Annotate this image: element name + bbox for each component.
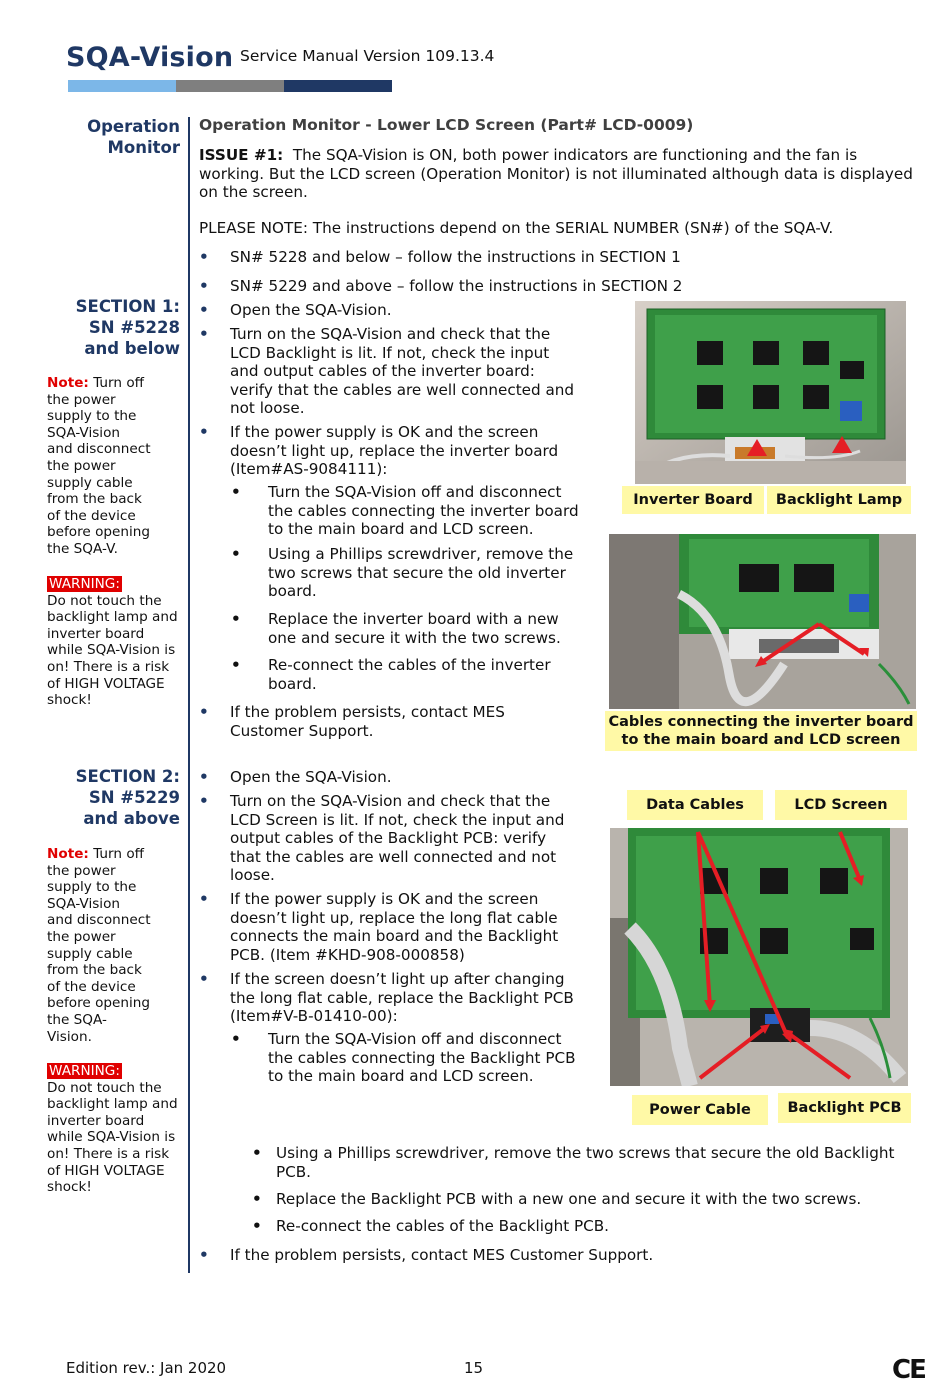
issue-label: ISSUE #1: (199, 146, 284, 164)
warning-line: inverter board (47, 625, 145, 642)
issue-line: working. But the LCD screen (Operation Monitor) is not illuminated although data is displayed (199, 164, 913, 183)
text-line: board. (268, 674, 317, 693)
issue-line: on the screen. (199, 183, 308, 202)
text-line: the long flat cable, replace the Backlight PCB (230, 988, 574, 1007)
warning-line: while SQA-Vision is (47, 1129, 176, 1146)
text-line: LCD Backlight is lit. If not, check the input (230, 343, 550, 362)
heading-line: SECTION 2: (75, 767, 180, 786)
bullet-icon: • (199, 890, 209, 908)
bullet-icon: • (199, 325, 209, 343)
bullet-icon: • (199, 970, 209, 988)
bullet-icon: • (231, 483, 241, 501)
text-line: two screws that secure the old inverter (268, 563, 566, 582)
note-label: Note: (47, 375, 89, 391)
note-line: of the device (47, 507, 136, 524)
bullet-icon: • (199, 423, 209, 441)
caption-data-cables: Data Cables (627, 790, 763, 820)
note-line: supply cable (47, 945, 133, 962)
bullet-icon: • (199, 248, 209, 266)
inverter-cables-photo (609, 534, 916, 709)
text-line: Turn on the SQA-Vision and check that the (230, 792, 551, 810)
caption-cables (605, 711, 917, 751)
sidebar-section2-heading (76, 766, 180, 829)
text-line: and output cables of the inverter board: (230, 362, 535, 381)
note-line: of the device (47, 978, 136, 995)
heading-line: SN #5228 (88, 318, 180, 337)
warning-line: on! There is a risk (47, 658, 170, 675)
heading-line: SN #5229 (88, 788, 180, 807)
sidebar-topic (87, 116, 180, 158)
bullet-text (268, 610, 561, 647)
text-line: (Item#V-B-01410-00): (230, 1007, 398, 1026)
bullet-text: SN# 5228 and below – follow the instructions in SECTION 1 (230, 248, 681, 266)
text-line: PCB. (Item #KHD-908-000858) (230, 945, 465, 964)
issue-paragraph (199, 146, 939, 202)
caption-backlight-lamp: Backlight Lamp (767, 486, 911, 514)
edition-revision: Edition rev.: Jan 2020 (66, 1359, 227, 1377)
note-line: from the back (47, 491, 142, 508)
bullet-text: If the problem persists, contact MES Customer Support. (230, 1246, 654, 1264)
caption-power-cable: Power Cable (632, 1095, 768, 1125)
text-line: Replace the inverter board with a new (268, 610, 559, 628)
bullet-text (276, 1144, 894, 1181)
warning-line: of HIGH VOLTAGE (47, 675, 165, 692)
caption-line: Cables connecting the inverter board (608, 714, 914, 730)
inverter-board-photo (635, 301, 906, 484)
bullet-text (268, 483, 579, 539)
issue-line: The SQA-Vision is ON, both power indicators are functioning and the fan is (283, 146, 858, 164)
text-line: If the screen doesn’t light up after changing (230, 970, 565, 988)
bullet-icon: • (199, 768, 209, 786)
text-line: not loose. (230, 399, 305, 418)
page-number: 15 (464, 1359, 484, 1377)
text-line: verify that the cables are well connected and (230, 380, 575, 399)
bullet-icon: • (252, 1190, 262, 1208)
warning-line: inverter board (47, 1112, 145, 1129)
bullet-text: SN# 5229 and above – follow the instructions in SECTION 2 (230, 277, 683, 295)
bullet-text: Replace the Backlight PCB with a new one and secure it with the two screws. (276, 1190, 862, 1208)
bullet-icon: • (231, 610, 241, 628)
text-line: Turn the SQA-Vision off and disconnect (268, 1030, 562, 1048)
text-line: Customer Support. (230, 721, 374, 740)
sidebar-section1-heading (76, 296, 180, 359)
sidebar-warning-1 (47, 576, 183, 709)
text-line: If the power supply is OK and the screen (230, 890, 539, 908)
note-line: the power (47, 391, 116, 408)
warning-label: WARNING: (49, 576, 120, 592)
text-line: board. (268, 582, 317, 601)
note-line: Vision. (47, 1028, 92, 1045)
text-line: output cables of the Backlight PCB: verify (230, 829, 547, 848)
text-line: one and secure it with the two screws. (268, 628, 561, 647)
warning-line: Do not touch the (47, 1079, 162, 1096)
sidebar-warning-2 (47, 1063, 183, 1196)
note-line: and disconnect (47, 912, 151, 929)
bullet-text (268, 545, 573, 601)
note-line: the power (47, 862, 116, 879)
header-bar-gray (176, 80, 284, 92)
note-line: before opening (47, 524, 151, 541)
bullet-icon: • (199, 277, 209, 295)
text-line: the cables connecting the inverter board (268, 501, 579, 520)
bullet-text (230, 890, 558, 964)
please-note: PLEASE NOTE: The instructions depend on the SERIAL NUMBER (SN#) of the SQA-V. (199, 219, 834, 237)
backlight-pcb-photo (610, 828, 908, 1086)
text-line: Using a Phillips screwdriver, remove the two screws that secure the old Backlight (276, 1144, 895, 1162)
note-line: SQA-Vision (47, 424, 121, 441)
bullet-text (268, 1030, 576, 1086)
bullet-icon: • (231, 656, 241, 674)
text-line: Turn on the SQA-Vision and check that the (230, 325, 551, 343)
header-bar-light (68, 80, 176, 92)
bullet-icon: • (252, 1217, 262, 1235)
text-line: doesn’t light up, replace the inverter board (230, 441, 559, 460)
heading-line: and below (84, 339, 180, 358)
note-line: from the back (47, 962, 142, 979)
brand-title: SQA-Vision (66, 42, 234, 73)
heading-line: SECTION 1: (75, 297, 180, 316)
column-divider (188, 117, 190, 1273)
warning-line: on! There is a risk (47, 1145, 170, 1162)
note-line: and disconnect (47, 441, 151, 458)
bullet-icon: • (199, 301, 209, 319)
text-line: to the main board and LCD screen. (268, 1067, 534, 1086)
page-title: Operation Monitor - Lower LCD Screen (Part# LCD-0009) (199, 116, 694, 134)
text-line: Re-connect the cables of the inverter (268, 656, 551, 674)
text-line: loose. (230, 866, 275, 885)
warning-line: shock! (47, 1179, 92, 1196)
warning-line: shock! (47, 692, 92, 709)
note-line: before opening (47, 995, 151, 1012)
caption-inverter-board: Inverter Board (622, 486, 764, 514)
bullet-icon: • (199, 703, 209, 721)
text-line: LCD Screen is lit. If not, check the input and (230, 810, 565, 829)
warning-line: backlight lamp and (47, 609, 178, 626)
warning-line: backlight lamp and (47, 1096, 178, 1113)
note-line: supply cable (47, 474, 133, 491)
note-line: supply to the (47, 408, 137, 425)
bullet-text: Re-connect the cables of the Backlight PCB. (276, 1217, 610, 1235)
warning-label: WARNING: (49, 1063, 120, 1079)
bullet-text: Open the SQA-Vision. (230, 768, 392, 786)
bullet-icon: • (199, 792, 209, 810)
note-line: the SQA-V. (47, 540, 118, 557)
bullet-text: Open the SQA-Vision. (230, 301, 392, 319)
ce-mark-icon: CE (892, 1355, 925, 1385)
bullet-text (230, 423, 558, 479)
bullet-icon: • (252, 1144, 262, 1162)
note-line: the power (47, 457, 116, 474)
text-line: If the power supply is OK and the screen (230, 423, 539, 441)
note-line: SQA-Vision (47, 895, 121, 912)
bullet-text (230, 792, 564, 885)
manual-version: Service Manual Version 109.13.4 (240, 47, 495, 65)
warning-line: of HIGH VOLTAGE (47, 1162, 165, 1179)
warning-line: while SQA-Vision is (47, 642, 176, 659)
note-line: the SQA- (47, 1011, 107, 1028)
bullet-icon: • (231, 1030, 241, 1048)
text-line: If the problem persists, contact MES (230, 703, 505, 721)
text-line: the cables connecting the Backlight PCB (268, 1048, 576, 1067)
note-line: Turn off (88, 846, 145, 862)
bullet-icon: • (199, 1246, 209, 1264)
header-bar-dark (284, 80, 392, 92)
sidebar-topic-line: Monitor (107, 138, 180, 157)
bullet-text (230, 325, 574, 418)
text-line: PCB. (276, 1162, 312, 1181)
note-line: Turn off (88, 375, 145, 391)
text-line: doesn’t light up, replace the long flat cable (230, 908, 558, 927)
warning-line: Do not touch the (47, 592, 162, 609)
bullet-text (268, 656, 551, 693)
bullet-icon: • (231, 545, 241, 563)
text-line: that the cables are well connected and not (230, 847, 557, 866)
note-line: the power (47, 928, 116, 945)
text-line: Turn the SQA-Vision off and disconnect (268, 483, 562, 501)
caption-backlight-pcb: Backlight PCB (778, 1093, 911, 1123)
sidebar-topic-line: Operation (87, 117, 180, 136)
heading-line: and above (83, 809, 180, 828)
text-line: Using a Phillips screwdriver, remove the (268, 545, 574, 563)
caption-lcd-screen: LCD Screen (775, 790, 907, 820)
note-label: Note: (47, 846, 89, 862)
bullet-text (230, 970, 574, 1026)
note-line: supply to the (47, 879, 137, 896)
text-line: connects the main board and the Backlight (230, 927, 559, 946)
text-line: to the main board and LCD screen. (268, 520, 534, 539)
text-line: (Item#AS-9084111): (230, 460, 388, 479)
bullet-text (230, 703, 505, 740)
sidebar-note-1 (47, 375, 183, 558)
caption-line: to the main board and LCD screen (621, 732, 901, 748)
sidebar-note-2 (47, 846, 183, 1045)
